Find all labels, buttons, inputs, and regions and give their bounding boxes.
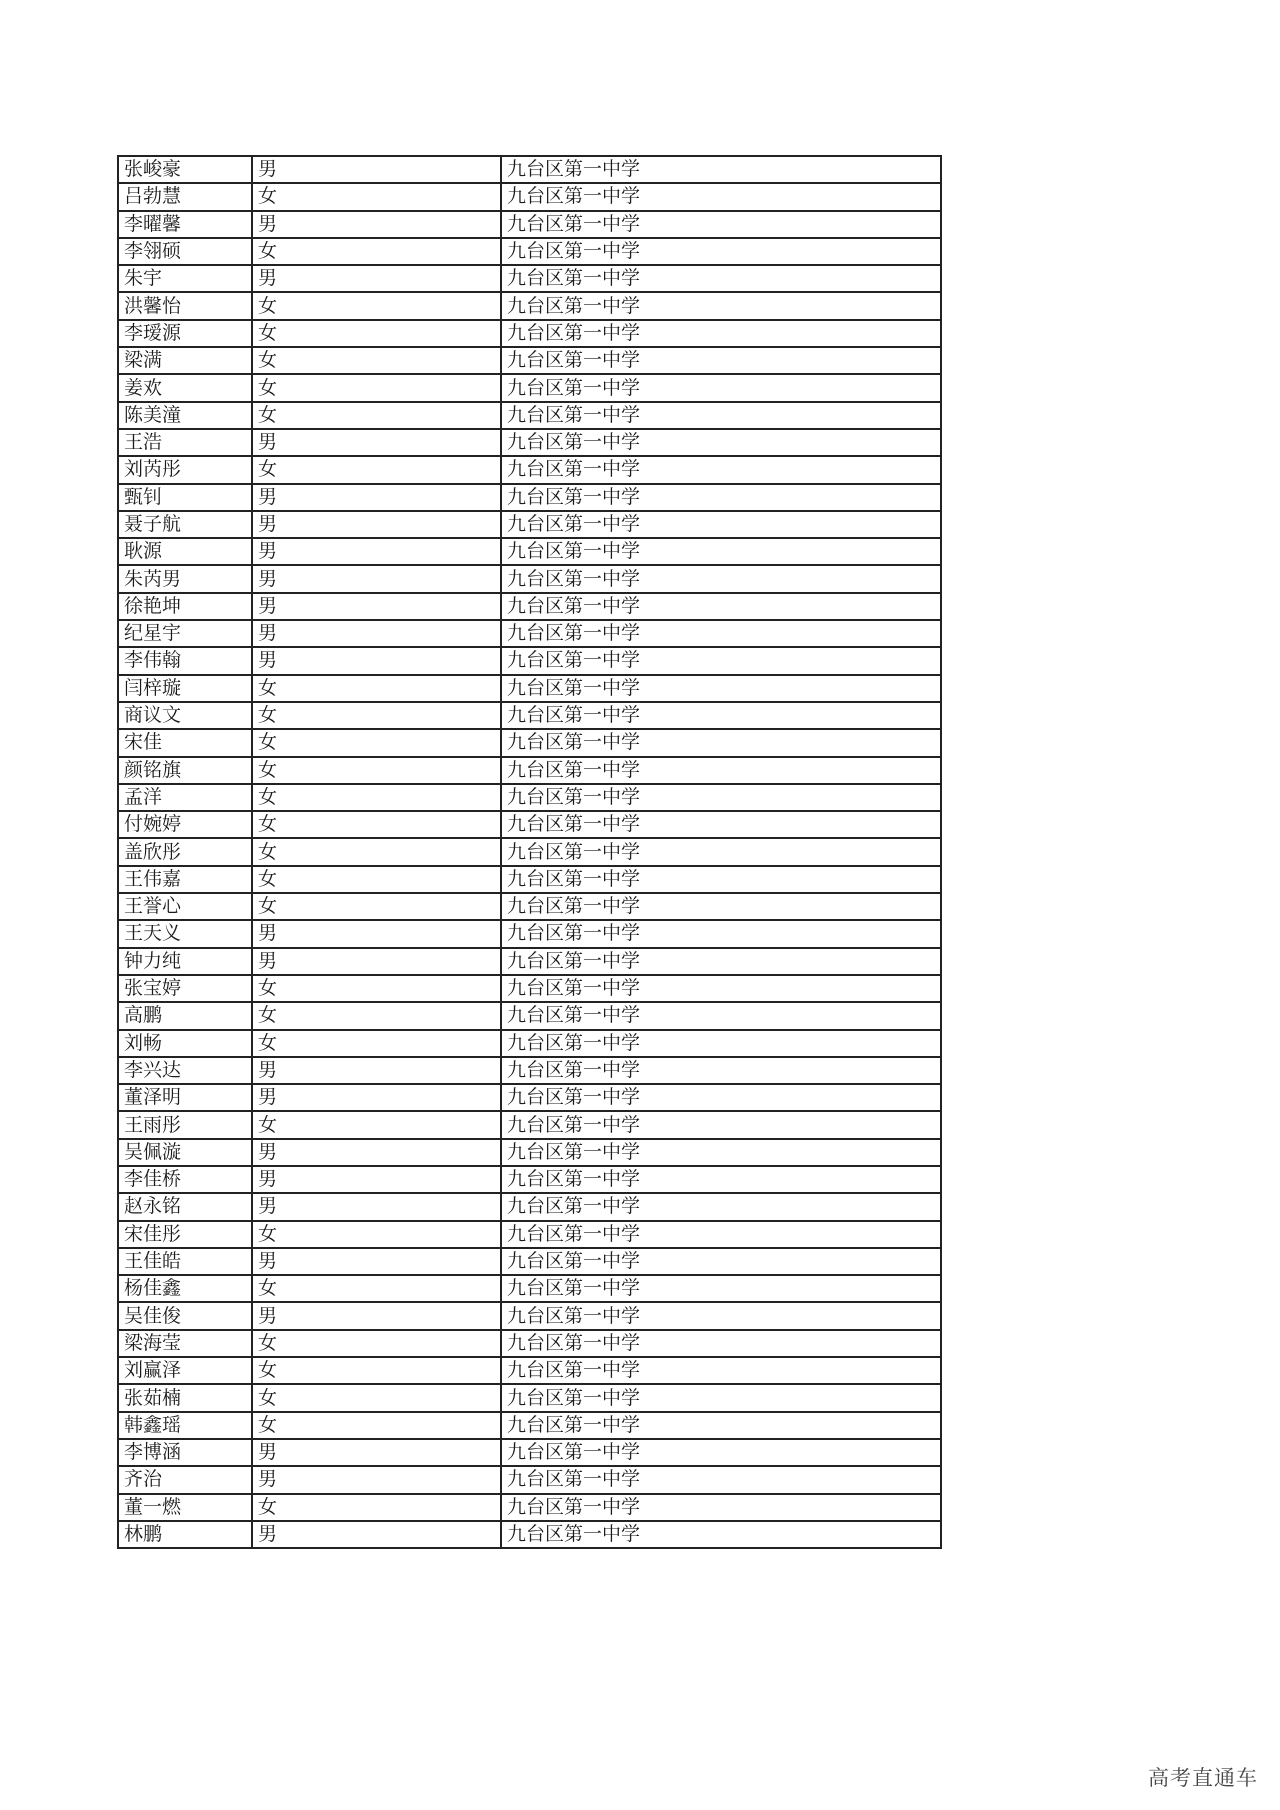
table-row xyxy=(118,347,941,374)
student-name-cell: 林鹏 xyxy=(118,1521,252,1548)
school-cell: 九台区第一中学 xyxy=(501,320,941,347)
gender-cell: 女 xyxy=(252,675,501,702)
table-row xyxy=(118,593,941,620)
table-row xyxy=(118,647,941,674)
school-cell: 九台区第一中学 xyxy=(501,593,941,620)
table-row xyxy=(118,238,941,265)
table-row xyxy=(118,1166,941,1193)
school-cell: 九台区第一中学 xyxy=(501,1357,941,1384)
school-cell: 九台区第一中学 xyxy=(501,456,941,483)
student-name-cell: 李博涵 xyxy=(118,1439,252,1466)
gender-cell: 女 xyxy=(252,402,501,429)
school-cell: 九台区第一中学 xyxy=(501,757,941,784)
roster-table xyxy=(117,155,942,1549)
school-cell: 九台区第一中学 xyxy=(501,975,941,1002)
gender-cell: 女 xyxy=(252,1412,501,1439)
table-row xyxy=(118,1439,941,1466)
school-cell: 九台区第一中学 xyxy=(501,675,941,702)
gender-cell: 女 xyxy=(252,702,501,729)
gender-cell: 女 xyxy=(252,729,501,756)
gender-cell: 女 xyxy=(252,183,501,210)
school-cell: 九台区第一中学 xyxy=(501,238,941,265)
table-row xyxy=(118,1275,941,1302)
student-name-cell: 梁满 xyxy=(118,347,252,374)
student-name-cell: 李翎硕 xyxy=(118,238,252,265)
student-name-cell: 刘赢泽 xyxy=(118,1357,252,1384)
school-cell: 九台区第一中学 xyxy=(501,948,941,975)
table-row xyxy=(118,1494,941,1521)
table-row xyxy=(118,1248,941,1275)
student-name-cell: 董泽明 xyxy=(118,1084,252,1111)
gender-cell: 男 xyxy=(252,1466,501,1493)
table-row xyxy=(118,1466,941,1493)
school-cell: 九台区第一中学 xyxy=(501,1139,941,1166)
table-row xyxy=(118,729,941,756)
gender-cell: 男 xyxy=(252,1166,501,1193)
student-name-cell: 钟力纯 xyxy=(118,948,252,975)
student-name-cell: 朱宇 xyxy=(118,265,252,292)
table-row xyxy=(118,1302,941,1329)
gender-cell: 女 xyxy=(252,838,501,865)
school-cell: 九台区第一中学 xyxy=(501,1248,941,1275)
gender-cell: 女 xyxy=(252,975,501,1002)
table-row xyxy=(118,484,941,511)
gender-cell: 女 xyxy=(252,238,501,265)
table-row xyxy=(118,1193,941,1220)
school-cell: 九台区第一中学 xyxy=(501,838,941,865)
table-row xyxy=(118,265,941,292)
student-name-cell: 李伟翰 xyxy=(118,647,252,674)
student-name-cell: 甄钊 xyxy=(118,484,252,511)
student-name-cell: 张峻豪 xyxy=(118,156,252,183)
table-row xyxy=(118,1002,941,1029)
school-cell: 九台区第一中学 xyxy=(501,1002,941,1029)
school-cell: 九台区第一中学 xyxy=(501,347,941,374)
school-cell: 九台区第一中学 xyxy=(501,538,941,565)
table-row xyxy=(118,183,941,210)
table-row xyxy=(118,456,941,483)
school-cell: 九台区第一中学 xyxy=(501,893,941,920)
student-name-cell: 高鹏 xyxy=(118,1002,252,1029)
student-name-cell: 付婉婷 xyxy=(118,811,252,838)
table-row xyxy=(118,893,941,920)
table-row xyxy=(118,675,941,702)
gender-cell: 女 xyxy=(252,1330,501,1357)
student-name-cell: 王誉心 xyxy=(118,893,252,920)
gender-cell: 女 xyxy=(252,1221,501,1248)
student-name-cell: 梁海莹 xyxy=(118,1330,252,1357)
gender-cell: 男 xyxy=(252,156,501,183)
student-name-cell: 刘畅 xyxy=(118,1030,252,1057)
gender-cell: 女 xyxy=(252,320,501,347)
student-name-cell: 王伟嘉 xyxy=(118,866,252,893)
student-name-cell: 王浩 xyxy=(118,429,252,456)
table-row xyxy=(118,1384,941,1411)
gender-cell: 男 xyxy=(252,1139,501,1166)
school-cell: 九台区第一中学 xyxy=(501,1057,941,1084)
student-name-cell: 商议文 xyxy=(118,702,252,729)
school-cell: 九台区第一中学 xyxy=(501,1111,941,1138)
table-row xyxy=(118,292,941,319)
table-row xyxy=(118,1521,941,1548)
gender-cell: 男 xyxy=(252,620,501,647)
school-cell: 九台区第一中学 xyxy=(501,429,941,456)
student-name-cell: 李兴达 xyxy=(118,1057,252,1084)
student-name-cell: 宋佳 xyxy=(118,729,252,756)
student-name-cell: 耿源 xyxy=(118,538,252,565)
school-cell: 九台区第一中学 xyxy=(501,647,941,674)
table-row xyxy=(118,811,941,838)
table-row xyxy=(118,156,941,183)
table-row xyxy=(118,320,941,347)
gender-cell: 男 xyxy=(252,565,501,592)
table-row xyxy=(118,1412,941,1439)
gender-cell: 男 xyxy=(252,1521,501,1548)
student-name-cell: 闫梓璇 xyxy=(118,675,252,702)
gender-cell: 女 xyxy=(252,1357,501,1384)
table-row xyxy=(118,1139,941,1166)
school-cell: 九台区第一中学 xyxy=(501,292,941,319)
school-cell: 九台区第一中学 xyxy=(501,511,941,538)
gender-cell: 女 xyxy=(252,1384,501,1411)
school-cell: 九台区第一中学 xyxy=(501,729,941,756)
student-name-cell: 盖欣彤 xyxy=(118,838,252,865)
gender-cell: 女 xyxy=(252,811,501,838)
gender-cell: 女 xyxy=(252,347,501,374)
gender-cell: 女 xyxy=(252,784,501,811)
student-name-cell: 李曜馨 xyxy=(118,211,252,238)
student-name-cell: 韩鑫瑶 xyxy=(118,1412,252,1439)
table-row xyxy=(118,1330,941,1357)
table-row xyxy=(118,757,941,784)
gender-cell: 男 xyxy=(252,948,501,975)
table-row xyxy=(118,1084,941,1111)
gender-cell: 女 xyxy=(252,757,501,784)
table-row xyxy=(118,402,941,429)
table-row xyxy=(118,1030,941,1057)
school-cell: 九台区第一中学 xyxy=(501,920,941,947)
gender-cell: 男 xyxy=(252,538,501,565)
table-row xyxy=(118,920,941,947)
table-row xyxy=(118,211,941,238)
student-name-cell: 陈美潼 xyxy=(118,402,252,429)
gender-cell: 男 xyxy=(252,511,501,538)
table-row xyxy=(118,511,941,538)
student-name-cell: 孟洋 xyxy=(118,784,252,811)
student-name-cell: 刘芮彤 xyxy=(118,456,252,483)
gender-cell: 女 xyxy=(252,374,501,401)
gender-cell: 男 xyxy=(252,1248,501,1275)
gender-cell: 女 xyxy=(252,1494,501,1521)
student-name-cell: 洪馨怡 xyxy=(118,292,252,319)
table-row xyxy=(118,784,941,811)
school-cell: 九台区第一中学 xyxy=(501,1384,941,1411)
gender-cell: 男 xyxy=(252,1193,501,1220)
gender-cell: 男 xyxy=(252,1084,501,1111)
student-name-cell: 王雨彤 xyxy=(118,1111,252,1138)
school-cell: 九台区第一中学 xyxy=(501,866,941,893)
school-cell: 九台区第一中学 xyxy=(501,1330,941,1357)
student-name-cell: 姜欢 xyxy=(118,374,252,401)
gender-cell: 女 xyxy=(252,1275,501,1302)
student-name-cell: 杨佳鑫 xyxy=(118,1275,252,1302)
gender-cell: 男 xyxy=(252,211,501,238)
school-cell: 九台区第一中学 xyxy=(501,811,941,838)
gender-cell: 男 xyxy=(252,1057,501,1084)
school-cell: 九台区第一中学 xyxy=(501,1221,941,1248)
gender-cell: 男 xyxy=(252,429,501,456)
student-name-cell: 朱芮男 xyxy=(118,565,252,592)
student-name-cell: 齐治 xyxy=(118,1466,252,1493)
gender-cell: 男 xyxy=(252,265,501,292)
table-row xyxy=(118,1057,941,1084)
school-cell: 九台区第一中学 xyxy=(501,1466,941,1493)
school-cell: 九台区第一中学 xyxy=(501,156,941,183)
school-cell: 九台区第一中学 xyxy=(501,265,941,292)
gender-cell: 男 xyxy=(252,593,501,620)
student-name-cell: 颜铭旗 xyxy=(118,757,252,784)
table-row xyxy=(118,620,941,647)
student-name-cell: 纪星宇 xyxy=(118,620,252,647)
school-cell: 九台区第一中学 xyxy=(501,402,941,429)
table-row xyxy=(118,1111,941,1138)
gender-cell: 女 xyxy=(252,893,501,920)
student-name-cell: 吴佩漩 xyxy=(118,1139,252,1166)
student-name-cell: 吴佳俊 xyxy=(118,1302,252,1329)
table-row xyxy=(118,538,941,565)
table-row xyxy=(118,838,941,865)
student-name-cell: 李瑷源 xyxy=(118,320,252,347)
watermark-text: 高考直通车 xyxy=(1148,1766,1258,1790)
school-cell: 九台区第一中学 xyxy=(501,1193,941,1220)
school-cell: 九台区第一中学 xyxy=(501,620,941,647)
gender-cell: 女 xyxy=(252,456,501,483)
school-cell: 九台区第一中学 xyxy=(501,1494,941,1521)
table-row xyxy=(118,948,941,975)
student-name-cell: 王佳皓 xyxy=(118,1248,252,1275)
student-name-cell: 王天义 xyxy=(118,920,252,947)
table-row xyxy=(118,374,941,401)
gender-cell: 女 xyxy=(252,866,501,893)
gender-cell: 男 xyxy=(252,1302,501,1329)
gender-cell: 女 xyxy=(252,1111,501,1138)
gender-cell: 女 xyxy=(252,1002,501,1029)
gender-cell: 女 xyxy=(252,292,501,319)
school-cell: 九台区第一中学 xyxy=(501,183,941,210)
table-row xyxy=(118,429,941,456)
table-row xyxy=(118,1357,941,1384)
gender-cell: 男 xyxy=(252,920,501,947)
school-cell: 九台区第一中学 xyxy=(501,211,941,238)
school-cell: 九台区第一中学 xyxy=(501,484,941,511)
student-name-cell: 徐艳坤 xyxy=(118,593,252,620)
school-cell: 九台区第一中学 xyxy=(501,374,941,401)
school-cell: 九台区第一中学 xyxy=(501,1302,941,1329)
student-name-cell: 张宝婷 xyxy=(118,975,252,1002)
school-cell: 九台区第一中学 xyxy=(501,1166,941,1193)
student-name-cell: 吕勃慧 xyxy=(118,183,252,210)
student-name-cell: 张茹楠 xyxy=(118,1384,252,1411)
roster-body xyxy=(118,156,941,1548)
school-cell: 九台区第一中学 xyxy=(501,1030,941,1057)
table-row xyxy=(118,1221,941,1248)
school-cell: 九台区第一中学 xyxy=(501,1275,941,1302)
student-name-cell: 董一燃 xyxy=(118,1494,252,1521)
gender-cell: 女 xyxy=(252,1030,501,1057)
student-name-cell: 宋佳彤 xyxy=(118,1221,252,1248)
student-name-cell: 赵永铭 xyxy=(118,1193,252,1220)
school-cell: 九台区第一中学 xyxy=(501,702,941,729)
school-cell: 九台区第一中学 xyxy=(501,784,941,811)
table-row xyxy=(118,702,941,729)
school-cell: 九台区第一中学 xyxy=(501,1521,941,1548)
student-name-cell: 李佳桥 xyxy=(118,1166,252,1193)
student-name-cell: 聂子航 xyxy=(118,511,252,538)
table-row xyxy=(118,565,941,592)
school-cell: 九台区第一中学 xyxy=(501,1412,941,1439)
gender-cell: 男 xyxy=(252,484,501,511)
school-cell: 九台区第一中学 xyxy=(501,565,941,592)
gender-cell: 男 xyxy=(252,647,501,674)
table-row xyxy=(118,975,941,1002)
school-cell: 九台区第一中学 xyxy=(501,1439,941,1466)
gender-cell: 男 xyxy=(252,1439,501,1466)
table-row xyxy=(118,866,941,893)
roster-sheet xyxy=(117,155,940,1549)
school-cell: 九台区第一中学 xyxy=(501,1084,941,1111)
